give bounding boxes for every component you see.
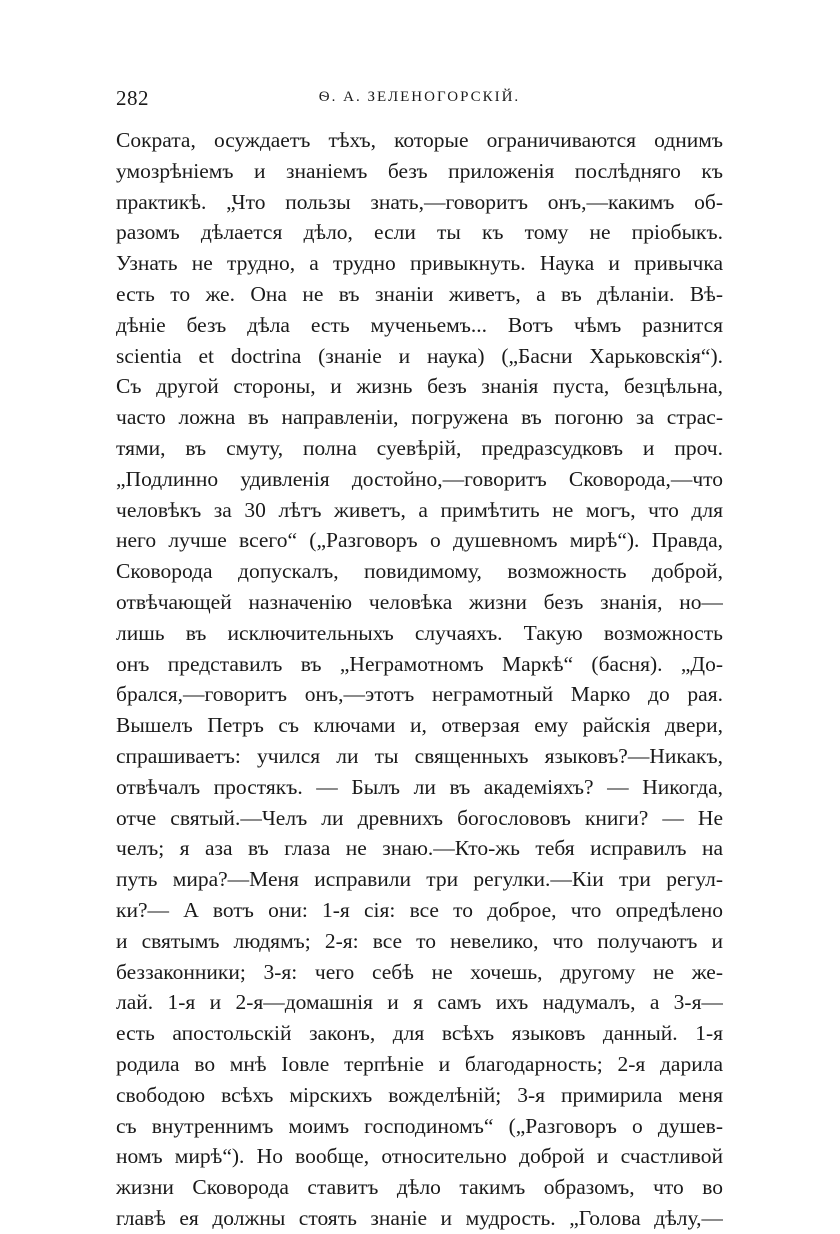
text-line: Вышелъ Петръ съ ключами и, отверзая ему райскія двери,: [116, 713, 723, 738]
text-line: него лучше всего“ („Разговоръ о душевномъ мирѣ“). Правда,: [116, 528, 723, 553]
text-line: свободою всѣхъ мірскихъ вожделѣній; 3-я примирила меня: [116, 1082, 723, 1107]
text-line: разомъ дѣлается дѣло, если ты къ тому не пріобыкъ.: [116, 220, 723, 245]
text-line: Сковорода допускалъ, повидимому, возможность доброй,: [116, 559, 723, 584]
text-line: отвѣчающей назначенію человѣка жизни безъ знанія, но—: [116, 589, 723, 614]
text-line: часто ложна въ направленіи, погружена въ погоню за страс-: [116, 405, 723, 430]
text-line: и святымъ людямъ; 2-я: все то невелико, что получаютъ и: [116, 928, 723, 953]
text-line: онъ представилъ въ „Неграмотномъ Маркѣ“ (басня). „До-: [116, 651, 723, 676]
text-line: „Подлинно удивленія достойно,—говоритъ Сковорода,—что: [116, 466, 723, 491]
text-line: путь мира?—Меня исправили три регулки.—Кіи три регул-: [116, 867, 723, 892]
text-line: умозрѣніемъ и знаніемъ безъ приложенія послѣдняго къ: [116, 158, 723, 183]
text-line: Сократа, осуждаетъ тѣхъ, которые ограничиваются однимъ: [116, 128, 723, 152]
text-line: спрашиваетъ: учился ли ты священныхъ языковъ?—Никакъ,: [116, 743, 723, 768]
running-title: Ѳ. А. ЗЕЛЕНОГОРСКІЙ.: [318, 89, 521, 105]
text-line: отче святый.—Челъ ли древнихъ богослововъ книги? — Не: [116, 805, 723, 830]
text-line: Узнать не трудно, а трудно привыкнуть. Наука и привычка: [116, 251, 723, 276]
text-line: лишь въ исключительныхъ случаяхъ. Такую возможность: [116, 620, 723, 645]
text-line: челъ; я аза въ глаза не знаю.—Кто-жь тебя исправилъ на: [116, 836, 723, 861]
text-line: человѣкъ за 30 лѣтъ живетъ, а примѣтить не могъ, что для: [116, 497, 723, 522]
text-line: брался,—говоритъ онъ,—этотъ неграмотный Марко до рая.: [116, 682, 723, 707]
text-line: scientia et doctrina (знаніе и наука) („Басни Харьковскія“).: [116, 343, 723, 368]
text-line: съ внутреннимъ моимъ господиномъ“ („Разговоръ о душев-: [116, 1113, 723, 1138]
text-line: Съ другой стороны, и жизнь безъ знанія пуста, безцѣльна,: [116, 374, 723, 399]
text-line: отвѣчалъ простякъ. — Былъ ли въ академіяхъ? — Никогда,: [116, 774, 723, 799]
text-line: родила во мнѣ Іовле терпѣніе и благодарность; 2-я дарила: [116, 1051, 723, 1076]
text-line: главѣ ея должны стоять знаніе и мудрость. „Голова дѣлу,—: [116, 1205, 723, 1230]
text-line: беззаконники; 3-я: чего себѣ не хочешь, другому не же-: [116, 959, 723, 984]
text-line: есть то же. Она не въ знаніи живетъ, а въ дѣланіи. Вѣ-: [116, 281, 723, 306]
text-line: номъ мирѣ“). Но вообще, относительно доброй и счастливой: [116, 1144, 723, 1169]
text-line: тями, въ смуту, полна суевѣрій, предразсудковъ и проч.: [116, 435, 723, 460]
text-line: лай. 1-я и 2-я—домашнія и я самъ ихъ надумалъ, а 3-я—: [116, 990, 723, 1015]
text-line: ки?— А вотъ они: 1-я сія: все то доброе, что опредѣлено: [116, 897, 723, 922]
text-line: дѣніе безъ дѣла есть мученьемъ... Вотъ чѣмъ разнится: [116, 312, 723, 337]
text-line: практикѣ. „Что пользы знать,—говоритъ онъ,—какимъ об-: [116, 189, 723, 214]
page-number: 282: [116, 86, 149, 110]
body-text: [116, 125, 723, 1234]
text-line: жизни Сковорода ставитъ дѣло такимъ образомъ, что во: [116, 1175, 723, 1200]
text-line: есть апостольскій законъ, для всѣхъ языковъ данный. 1-я: [116, 1021, 723, 1046]
running-head: [116, 86, 723, 112]
